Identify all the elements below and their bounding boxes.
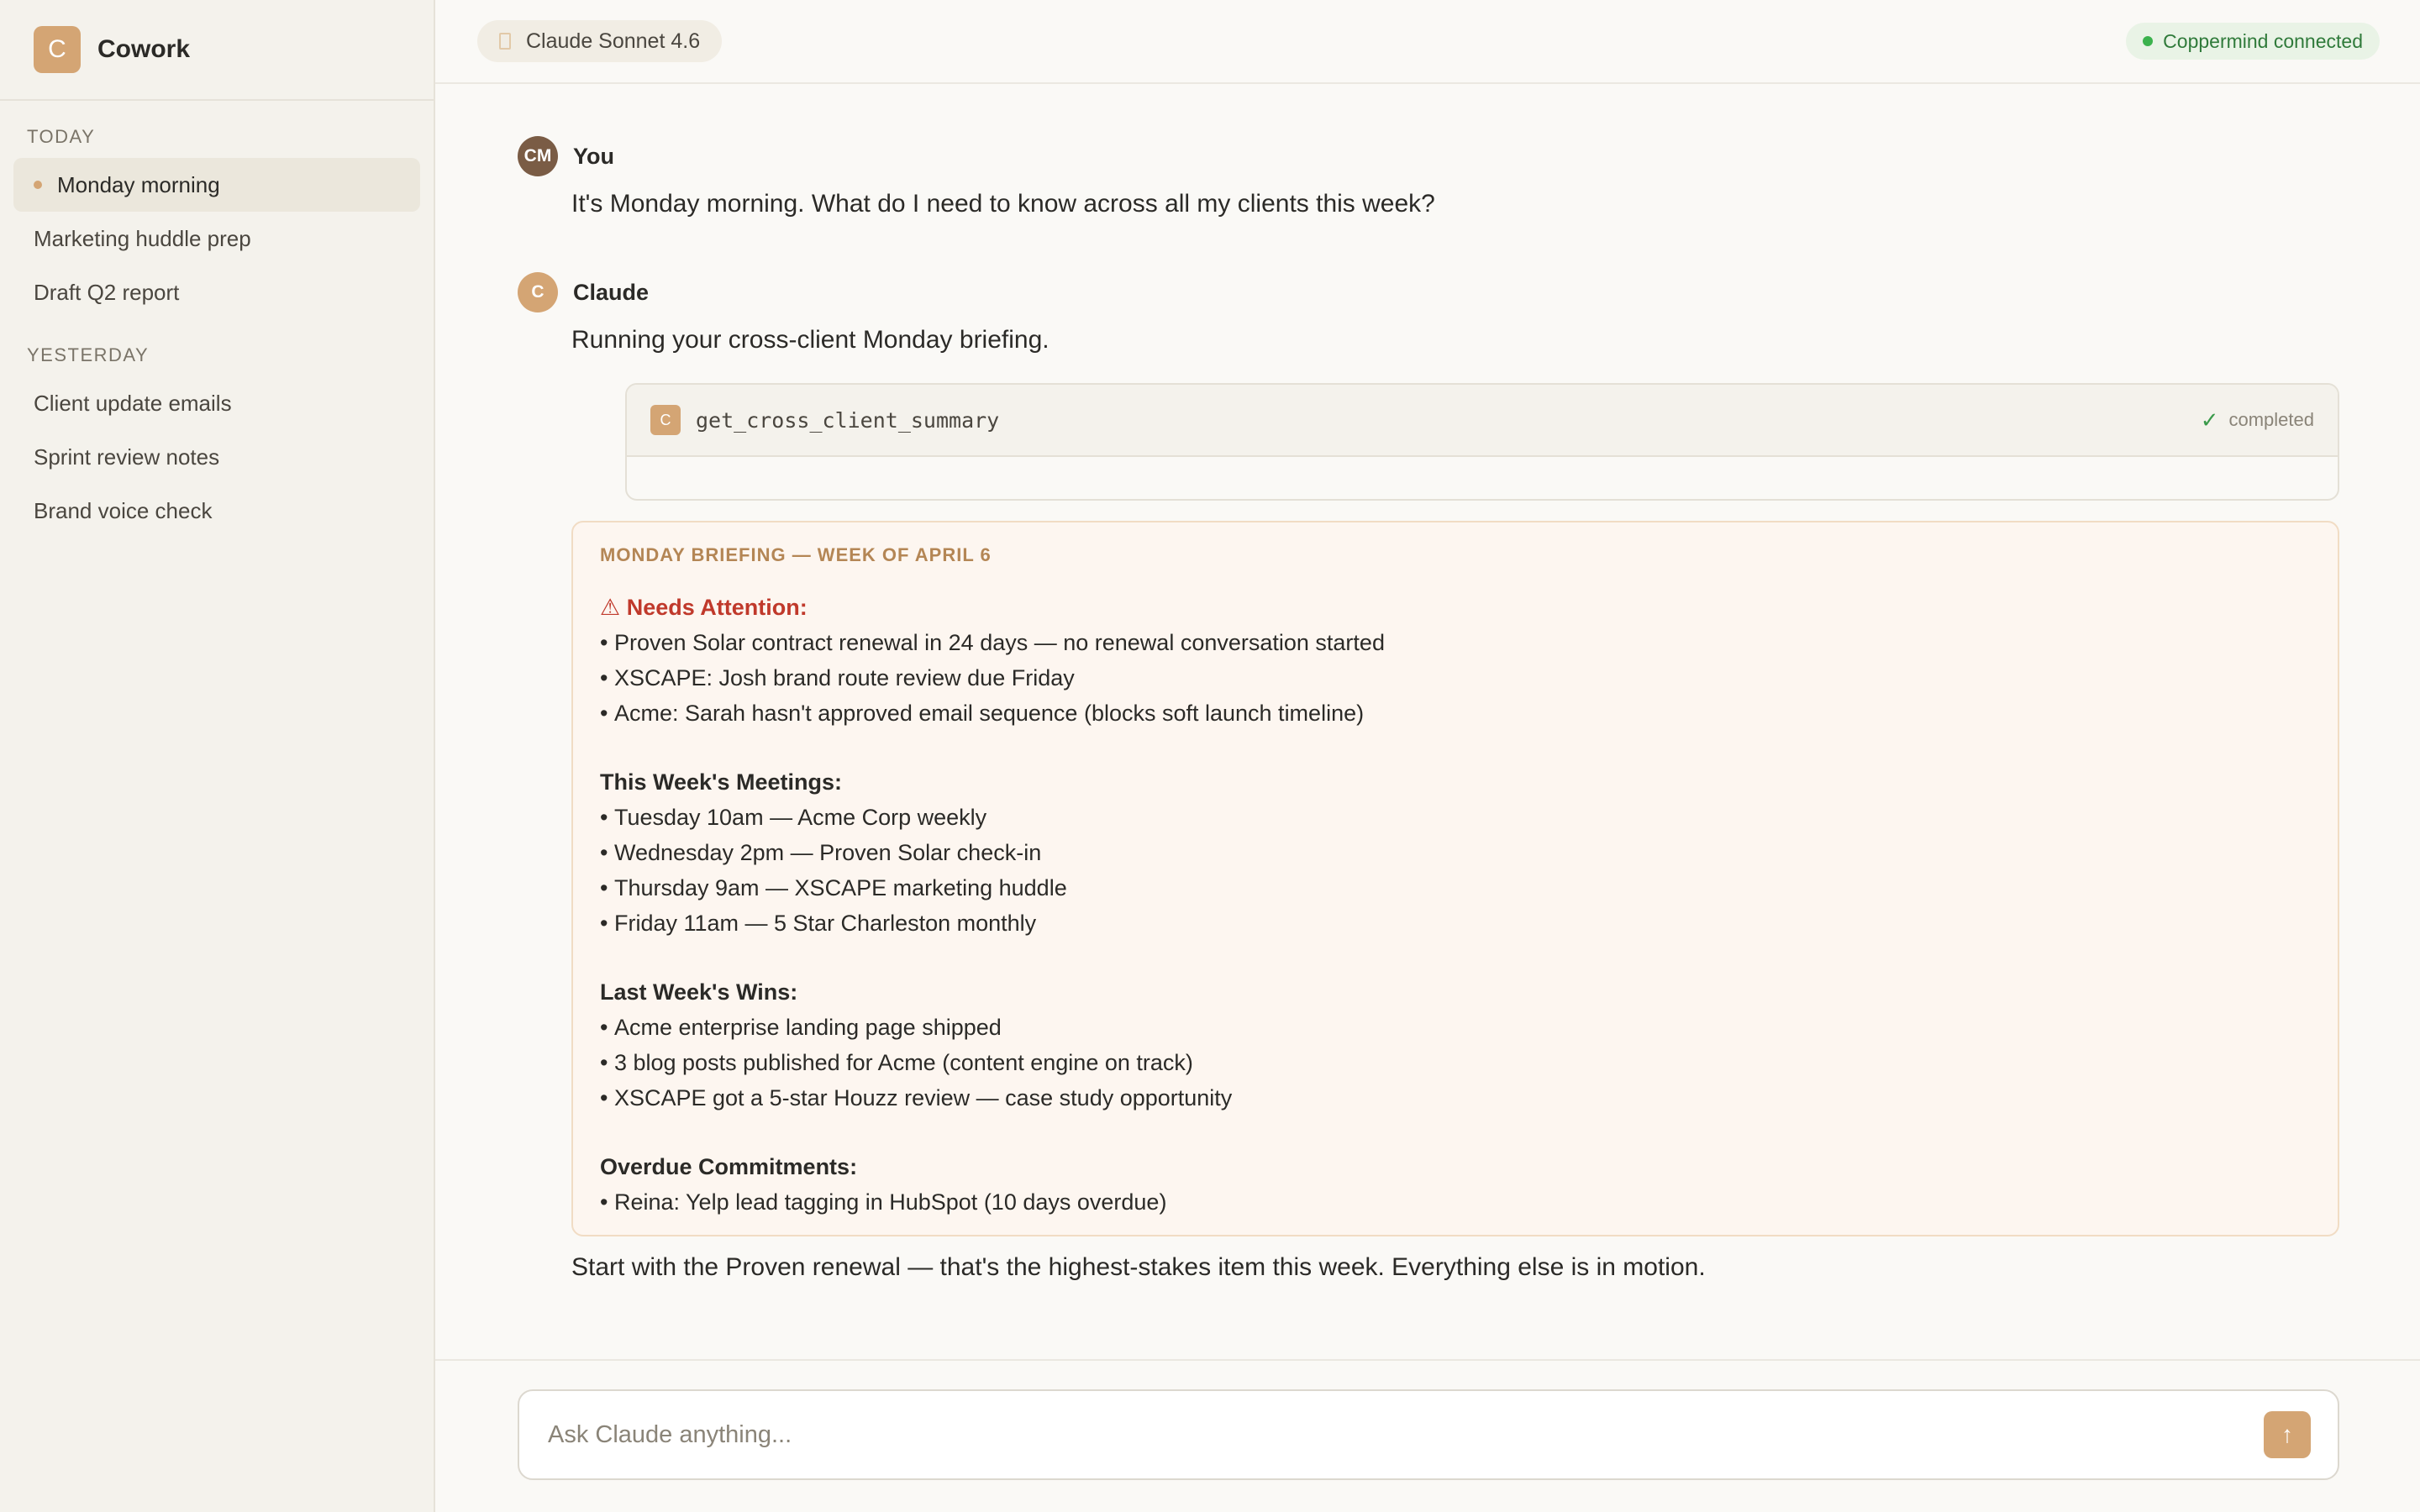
sidebar-item-label: Draft Q2 report bbox=[34, 279, 180, 305]
tool-call-card[interactable] bbox=[625, 383, 2339, 501]
group-heading: This Week's Meetings: bbox=[600, 769, 842, 795]
sidebar-item-draft-q2-report[interactable] bbox=[13, 265, 420, 319]
arrow-up-icon: ↑ bbox=[2281, 1421, 2293, 1447]
today-list bbox=[0, 151, 434, 319]
section-label-today: TODAY bbox=[27, 126, 96, 147]
user-name: You bbox=[573, 143, 614, 169]
sidebar-item-label: Sprint review notes bbox=[34, 444, 220, 470]
section-label-yesterday: YESTERDAY bbox=[27, 344, 150, 365]
list-item: • XSCAPE: Josh brand route review due Friday bbox=[600, 660, 2311, 696]
overdue-group bbox=[600, 1149, 2311, 1220]
list-item: • Acme enterprise landing page shipped bbox=[600, 1010, 2311, 1045]
list-item: • Thursday 9am — XSCAPE marketing huddle bbox=[600, 870, 2311, 906]
tool-icon: C bbox=[650, 405, 681, 435]
assistant-name: Claude bbox=[573, 279, 650, 305]
message-input[interactable] bbox=[546, 1420, 2146, 1450]
tool-call-title bbox=[650, 405, 999, 435]
list-item: • 3 blog posts published for Acme (content engine on track) bbox=[600, 1045, 2311, 1080]
tool-status bbox=[2201, 407, 2314, 433]
sidebar-item-monday-morning[interactable] bbox=[13, 158, 420, 212]
sidebar-item-sprint-review-notes[interactable] bbox=[13, 430, 420, 484]
group-heading: Overdue Commitments: bbox=[600, 1154, 858, 1179]
connection-status-badge bbox=[2126, 23, 2380, 60]
app-logo: C bbox=[34, 26, 81, 73]
tool-call-header bbox=[627, 385, 2338, 457]
user-message-header bbox=[518, 136, 614, 176]
sidebar-item-label: Brand voice check bbox=[34, 497, 213, 523]
sidebar-item-label: Marketing huddle prep bbox=[34, 225, 251, 251]
list-item: • Tuesday 10am — Acme Corp weekly bbox=[600, 800, 2311, 835]
sidebar bbox=[0, 0, 435, 1512]
briefing-card bbox=[571, 521, 2339, 1236]
assistant-closing-text: Start with the Proven renewal — that's the highest-stakes item this week. Everything else is in motion. bbox=[571, 1253, 1706, 1281]
composer-area bbox=[435, 1359, 2420, 1512]
sidebar-item-brand-voice-check[interactable] bbox=[13, 484, 420, 538]
group-heading: Last Week's Wins: bbox=[600, 979, 798, 1005]
list-item: • Friday 11am — 5 Star Charleston monthly bbox=[600, 906, 2311, 941]
model-name: Claude Sonnet 4.6 bbox=[526, 29, 701, 53]
assistant-intro-text: Running your cross-client Monday briefing. bbox=[571, 326, 1050, 354]
tool-name: get_cross_client_summary bbox=[696, 407, 1000, 433]
list-item: • Acme: Sarah hasn't approved email sequence (blocks soft launch timeline) bbox=[600, 696, 2311, 731]
top-bar bbox=[435, 0, 2420, 84]
model-icon bbox=[499, 33, 511, 50]
list-item: • Wednesday 2pm — Proven Solar check-in bbox=[600, 835, 2311, 870]
assistant-avatar: C bbox=[518, 272, 558, 312]
sidebar-item-client-update-emails[interactable] bbox=[13, 376, 420, 430]
wins-group bbox=[600, 974, 2311, 1116]
assistant-message-header bbox=[518, 272, 649, 312]
connection-status-text: Coppermind connected bbox=[2163, 29, 2363, 52]
list-item: • XSCAPE got a 5-star Houzz review — case study opportunity bbox=[600, 1080, 2311, 1116]
meetings-group bbox=[600, 764, 2311, 941]
app-name: Cowork bbox=[97, 35, 191, 63]
group-heading: ⚠ Needs Attention: bbox=[600, 595, 808, 620]
sidebar-item-marketing-huddle-prep[interactable] bbox=[13, 212, 420, 265]
check-icon: ✓ bbox=[2200, 407, 2219, 433]
user-message-text: It's Monday morning. What do I need to know across all my clients this week? bbox=[571, 190, 1435, 218]
model-selector[interactable] bbox=[477, 20, 722, 62]
send-button[interactable] bbox=[2264, 1411, 2311, 1458]
sidebar-item-label: Monday morning bbox=[57, 171, 220, 197]
list-item: • Proven Solar contract renewal in 24 days — no renewal conversation started bbox=[600, 625, 2311, 660]
list-item: • Reina: Yelp lead tagging in HubSpot (10 days overdue) bbox=[600, 1184, 2311, 1220]
sidebar-header bbox=[0, 0, 434, 101]
needs-attention-group bbox=[600, 590, 2311, 731]
sidebar-item-label: Client update emails bbox=[34, 390, 232, 416]
briefing-title: MONDAY BRIEFING — WEEK OF APRIL 6 bbox=[600, 544, 992, 565]
active-dot-icon bbox=[34, 181, 42, 189]
user-avatar: CM bbox=[518, 136, 558, 176]
main-panel bbox=[435, 0, 2420, 1512]
tool-status-text: completed bbox=[2228, 409, 2314, 430]
composer bbox=[518, 1389, 2339, 1480]
status-dot-icon bbox=[2143, 36, 2153, 46]
yesterday-list bbox=[0, 370, 434, 538]
